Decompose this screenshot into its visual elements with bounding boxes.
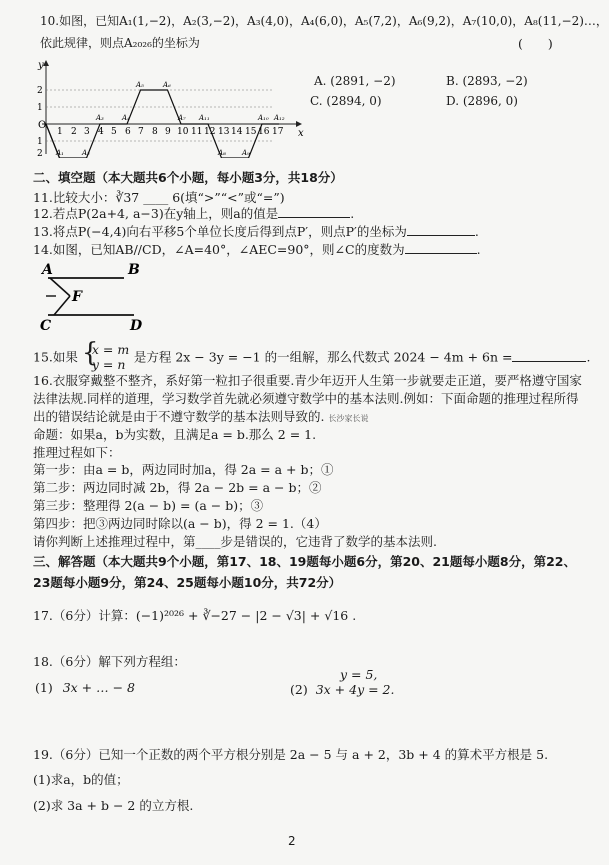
x-tick: 16 (258, 127, 270, 137)
point-label: A₁₀ (258, 114, 269, 122)
y-tick: 2 (37, 149, 43, 158)
point-d-label: D (130, 318, 143, 333)
q11: 11.比较大小：∛37 ____ 6(填“>”“<”或“=”) (33, 190, 285, 205)
brace-icon: { (81, 338, 99, 368)
q14: 14.如图，已知AB//CD，∠A=40°，∠AEC=90°，则∠C的度数为 . (33, 242, 481, 257)
point-label: A₂ (82, 149, 90, 157)
x-tick: 4 (98, 127, 104, 137)
point-label: A₅ (136, 81, 144, 89)
q16-line2: 法律法规.同样的道理，学习数学首先就必须遵守数学中的基本法则.例如：下面命题的推理过程所得 (33, 391, 579, 406)
q19-part1: (1)求a，b的值； (33, 772, 129, 787)
x-tick: 1 (57, 127, 63, 137)
origin-label: O (38, 120, 47, 131)
x-tick: 8 (152, 127, 158, 137)
x-tick: 10 (177, 127, 189, 137)
q10-zigzag-figure (34, 58, 304, 158)
q16-process-label: 推理过程如下： (33, 445, 121, 460)
x-tick: 12 (204, 127, 216, 137)
x-tick: 11 (191, 127, 203, 137)
q16-watermark: 长沙家长说 (328, 414, 369, 423)
q15-sys-line2: y = n (91, 357, 126, 372)
q18-part1-label: (1) (35, 680, 53, 695)
page-number: 2 (288, 834, 296, 848)
q15-text: 是方程 2x − 3y = −1 的一组解，那么代数式 2024 − 4m + 6n = (133, 349, 513, 365)
q15-sys-line1: x = m (91, 342, 130, 357)
q12-text: 12.若点P(2a+4, a−3)在y轴上，则a的值是 (33, 206, 279, 221)
q15-system (81, 338, 130, 372)
q10-option-d[interactable]: D. (2896, 0) (446, 94, 518, 108)
x-tick: 5 (111, 127, 117, 137)
q17: 17.（6分）计算：(−1)²⁰²⁶ + ∛−27 − |2 − √3| + √16 . (33, 608, 357, 623)
q13-blank[interactable] (407, 224, 475, 236)
q12-blank[interactable] (278, 206, 350, 218)
q18-part1-eq: 3x + … − 8 (62, 680, 135, 695)
q18-part2-eq: 3x + 4y = 2. (315, 682, 395, 697)
point-b-label: B (128, 262, 140, 278)
q12: 12.若点P(2a+4, a−3)在y轴上，则a的值是 . (33, 206, 355, 221)
point-label: A₇ (178, 114, 186, 122)
x-tick: 13 (218, 127, 230, 137)
q16-step4: 第四步：把③两边同时除以(a − b)，得 2 = 1.（4） (33, 516, 327, 531)
q18: 18.（6分）解下列方程组： (33, 654, 186, 669)
q15-prefix: 15.如果 (33, 349, 78, 365)
q18-part1 (35, 680, 135, 695)
y-tick: 2 (37, 86, 43, 96)
y-tick: 1 (37, 103, 43, 113)
q10-line2: 依此规律，则点A₂₀₂₆的坐标为 (40, 36, 200, 50)
point-label: A₁₂ (274, 114, 285, 122)
q19: 19.（6分）已知一个正数的两个平方根分别是 2a − 5 与 a + 2，3b + 4 的算术平方根是 5. (33, 747, 549, 762)
q10-answer-paren: ( ) (518, 36, 553, 51)
q16-line3 (33, 407, 368, 425)
point-f-label: F (72, 289, 82, 305)
q10-option-c[interactable]: C. (2894, 0) (310, 94, 382, 108)
q10-option-b[interactable]: B. (2893, −2) (446, 74, 528, 88)
point-label: A₁₁ (199, 114, 210, 122)
q14-parallel-lines-figure (34, 258, 164, 333)
q16-line1: 16.衣服穿戴整不整齐，系好第一粒扣子很重要.青少年迈开人生第一步就要走正道，要严格遵守国家 (33, 373, 582, 388)
x-tick: 14 (231, 127, 243, 137)
x-tick: 6 (125, 127, 131, 137)
q16-proposition: 命题：如果a，b为实数，且满足a = b.那么 2 = 1. (33, 427, 317, 442)
q16-line3-text: 出的错误结论就是由于不遵守数学的基本法则导致的. (33, 409, 325, 424)
q15-blank[interactable] (512, 350, 586, 362)
q15: 15.如果 { x = m y = n 是方程 2x − 3y = −1 的一组解，那么代数式 2024 − 4m + 6n = . (33, 338, 591, 372)
q18-part2-top: y = 5, (340, 667, 378, 682)
q16-last: 请你判断上述推理过程中，第____步是错误的，它违背了数学的基本法则. (33, 534, 437, 549)
point-label: A₁ (56, 149, 64, 157)
q16-step3: 第三步：整理得 2(a − b) = (a − b)；③ (33, 498, 264, 513)
x-tick: 3 (84, 127, 90, 137)
point-a-label: A (42, 262, 53, 278)
x-tick: 9 (165, 127, 171, 137)
point-label: A₈ (218, 149, 226, 157)
q13-text: 13.将点P(−4,4)向右平移5个单位长度后得到点P′，则点P′的坐标为 (33, 224, 407, 239)
q14-blank[interactable] (405, 242, 477, 254)
x-tick: 2 (71, 127, 77, 137)
answer-section-heading-line1: 三、解答题（本大题共9个小题，第17、18、19题每小题6分，第20、21题每小题8分，第22、 (33, 554, 576, 569)
y-tick: 1 (37, 137, 43, 147)
q10-line1: 10.如图，已知A₁(1,−2)，A₂(3,−2)，A₃(4,0)，A₄(6,0)，A₅(7,2)，A₆(9,2)，A₇(10,0)，A₈(11,−2)…， (40, 14, 608, 28)
answer-section-heading-line2: 23题每小题9分，第24、25题每小题10分，共72分） (33, 575, 342, 590)
q10-option-a[interactable]: A. (2891, −2) (314, 74, 396, 88)
fill-section-heading: 二、填空题（本大题共6个小题，每小题3分，共18分） (33, 170, 343, 185)
q13: 13.将点P(−4,4)向右平移5个单位长度后得到点P′，则点P′的坐标为 . (33, 224, 479, 239)
q16-step1: 第一步：由a = b，两边同时加a，得 2a = a + b；① (33, 462, 334, 477)
point-c-label: C (40, 318, 52, 333)
point-label: A₄ (122, 114, 130, 122)
x-tick: 17 (272, 127, 284, 137)
q16-step2: 第二步：两边同时减 2b，得 2a − 2b = a − b；② (33, 480, 322, 495)
q19-part2: (2)求 3a + b − 2 的立方根. (33, 798, 194, 813)
point-label: A₆ (163, 81, 171, 89)
y-axis-label: y (38, 60, 44, 71)
q18-part2 (290, 682, 395, 697)
point-label: A₉ (242, 149, 250, 157)
q14-text: 14.如图，已知AB//CD，∠A=40°，∠AEC=90°，则∠C的度数为 (33, 242, 405, 257)
q18-part2-label: (2) (290, 682, 308, 697)
point-label: A₃ (96, 114, 104, 122)
x-axis-label: x (298, 128, 304, 139)
x-tick: 7 (138, 127, 144, 137)
x-tick: 15 (245, 127, 257, 137)
